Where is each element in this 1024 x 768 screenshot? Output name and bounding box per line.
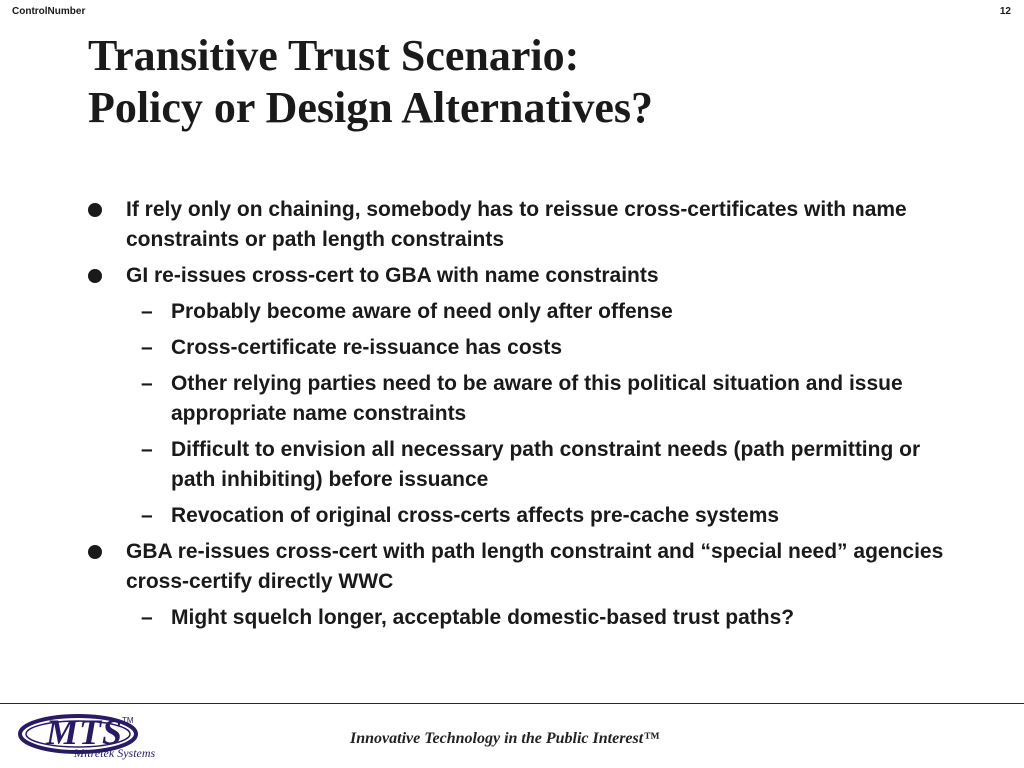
bullet-dot-icon	[88, 203, 102, 217]
sub-bullet-text: Probably become aware of need only after offense	[171, 300, 673, 323]
mitretek-logo	[16, 712, 166, 762]
dash-icon: –	[141, 336, 153, 359]
bullet-text: GI re-issues cross-cert to GBA with name constraints	[126, 264, 659, 287]
dash-icon: –	[141, 372, 153, 395]
bullet-item	[0, 261, 1024, 291]
logo-subtitle: Mitretek Systems	[74, 746, 156, 760]
logo-trademark: TM	[122, 716, 134, 725]
sub-bullet-text: Difficult to envision all necessary path constraint needs (path permitting or path inhibiting) before issuance	[171, 438, 921, 491]
bullet-text: GBA re-issues cross-cert with path length constraint and “special need” agencies cross-certify directly WWC	[126, 540, 944, 593]
dash-icon: –	[141, 504, 153, 527]
bullet-item	[0, 537, 1024, 597]
bullet-list	[0, 195, 1024, 639]
bullet-dot-icon	[88, 269, 102, 283]
page-number: 12	[999, 6, 1011, 17]
control-number: ControlNumber	[12, 6, 86, 17]
sub-bullet-item	[0, 333, 1024, 363]
bullet-item	[0, 195, 1024, 255]
sub-bullet-item	[0, 501, 1024, 531]
dash-icon: –	[141, 300, 153, 323]
sub-bullet-item	[0, 435, 1024, 495]
dash-icon: –	[141, 606, 153, 629]
dash-icon: –	[141, 438, 153, 461]
sub-bullet-text: Cross-certificate re-issuance has costs	[171, 336, 563, 359]
sub-bullet-item	[0, 603, 1024, 633]
slide-title	[88, 30, 653, 134]
bullet-dot-icon	[88, 545, 102, 559]
sub-bullet-item	[0, 369, 1024, 429]
bullet-text: If rely only on chaining, somebody has to reissue cross-certificates with name constraints or path length constraints	[126, 198, 907, 251]
logo-text: MTS	[46, 712, 124, 752]
sub-bullet-text: Other relying parties need to be aware of this political situation and issue appropriate name constraints	[171, 372, 903, 425]
sub-bullet-text: Revocation of original cross-certs affects pre-cache systems	[171, 504, 780, 527]
slide-title-line-2: Policy or Design Alternatives?	[88, 83, 653, 132]
footer-tagline: Innovative Technology in the Public Interest™	[350, 730, 660, 747]
sub-bullet-text: Might squelch longer, acceptable domestic-based trust paths?	[171, 606, 795, 629]
slide-title-line-1: Transitive Trust Scenario:	[88, 31, 580, 80]
footer-divider	[0, 703, 1024, 704]
sub-bullet-item	[0, 297, 1024, 327]
